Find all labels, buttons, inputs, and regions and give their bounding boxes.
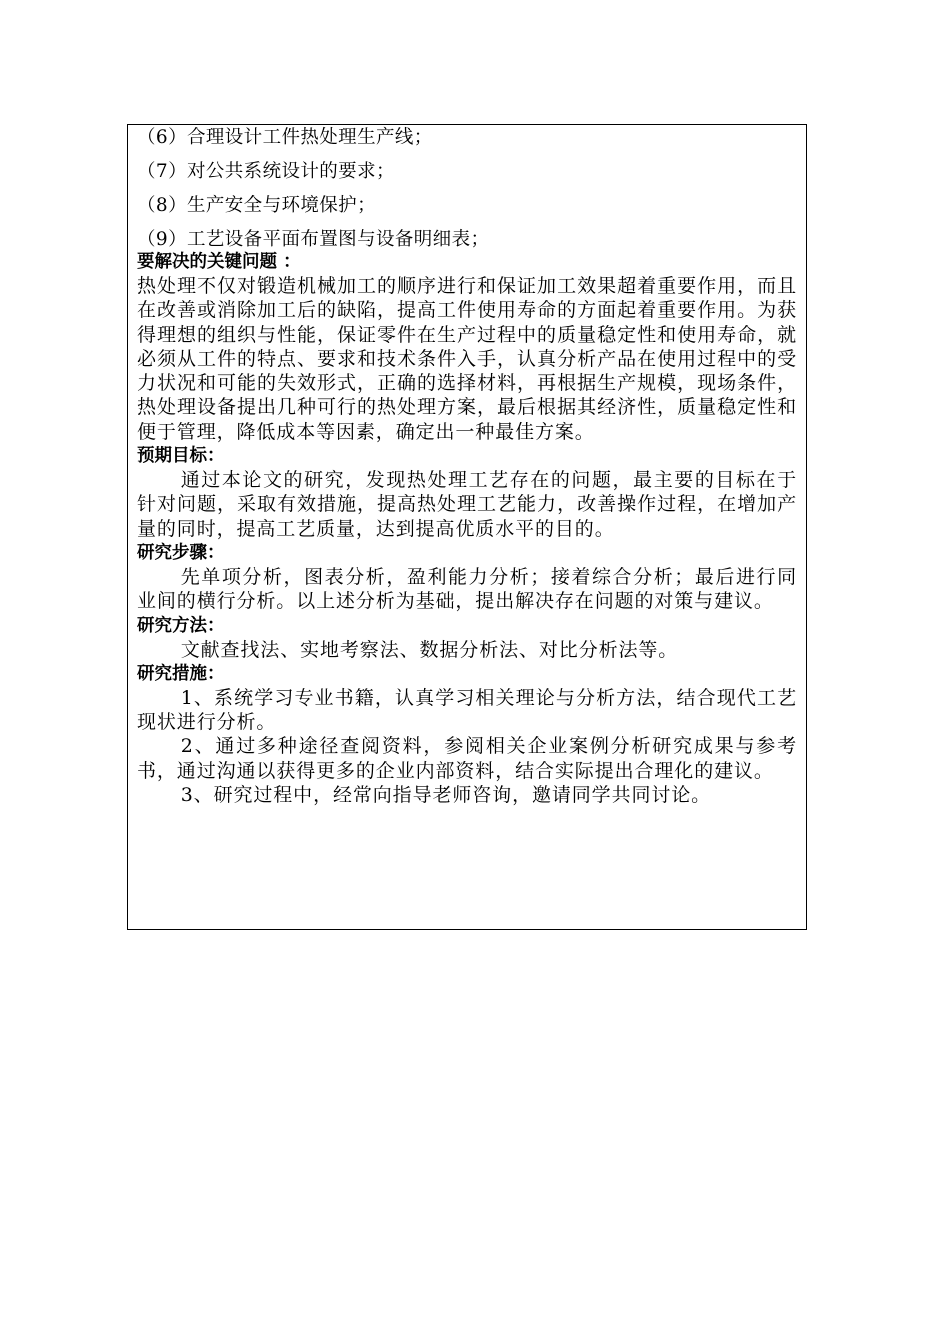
research-measure-item: 3、研究过程中，经常向指导老师咨询，邀请同学共同讨论。	[180, 784, 712, 807]
key-problems-heading: 要解决的关键问题 ：	[137, 252, 301, 272]
research-steps-heading: 研究步骤：	[137, 542, 225, 563]
list-item: （6）合理设计工件热处理生产线；	[137, 127, 433, 148]
research-measures-heading: 研究措施：	[137, 663, 225, 684]
research-methods-paragraph: 文献查找法、实地考察法、数据分析法、对比分析法等。	[180, 638, 679, 661]
content-table-cell	[127, 124, 807, 930]
research-methods-heading: 研究方法：	[137, 615, 225, 636]
research-steps-paragraph: 先单项分析，图表分析，盈利能力分析；接着综合分析；最后进行同业间的横行分析。以上述分析为基础，提出解决存在问题的对策与建议。	[137, 565, 797, 613]
research-measure-item: 2、通过多种途径查阅资料，参阅相关企业案例分析研究成果与参考书，通过沟通以获得更多的企业内部资料，结合实际提出合理化的建议。	[137, 735, 797, 782]
research-measure-item: 1、系统学习专业书籍，认真学习相关理论与分析方法，结合现代工艺现状进行分析。	[137, 686, 797, 734]
expected-goals-paragraph: 通过本论文的研究，发现热处理工艺存在的问题，最主要的目标在于针对问题，采取有效措施，提高热处理工艺能力，改善操作过程，在增加产量的同时，提高工艺质量，达到提高优质水平的目的。	[137, 469, 797, 540]
expected-goals-heading: 预期目标：	[137, 446, 225, 467]
list-item: （7）对公共系统设计的要求；	[137, 161, 395, 182]
key-problems-paragraph: 热处理不仅对锻造机械加工的顺序进行和保证加工效果超着重要作用，而且在改善或消除加工后的缺陷，提高工件使用寿命的方面起着重要作用。为获得理想的组织与性能，保证零件在生产过程中的质量稳定性和使用寿命，就必须从工件的特点、要求和技术条件入手，认真分析产品在使用过程中的受力状况和可能的失效形式，正确的选择材料，再根据生产规模，现场条件，热处理设备提出几种可行的热处理方案，最后根据其经济性，质量稳定性和便于管理，降低成本等因素，确定出一种最佳方案。	[137, 275, 797, 443]
list-item: （8）生产安全与环境保护；	[137, 195, 376, 216]
list-item: （9）工艺设备平面布置图与设备明细表；	[137, 229, 490, 250]
